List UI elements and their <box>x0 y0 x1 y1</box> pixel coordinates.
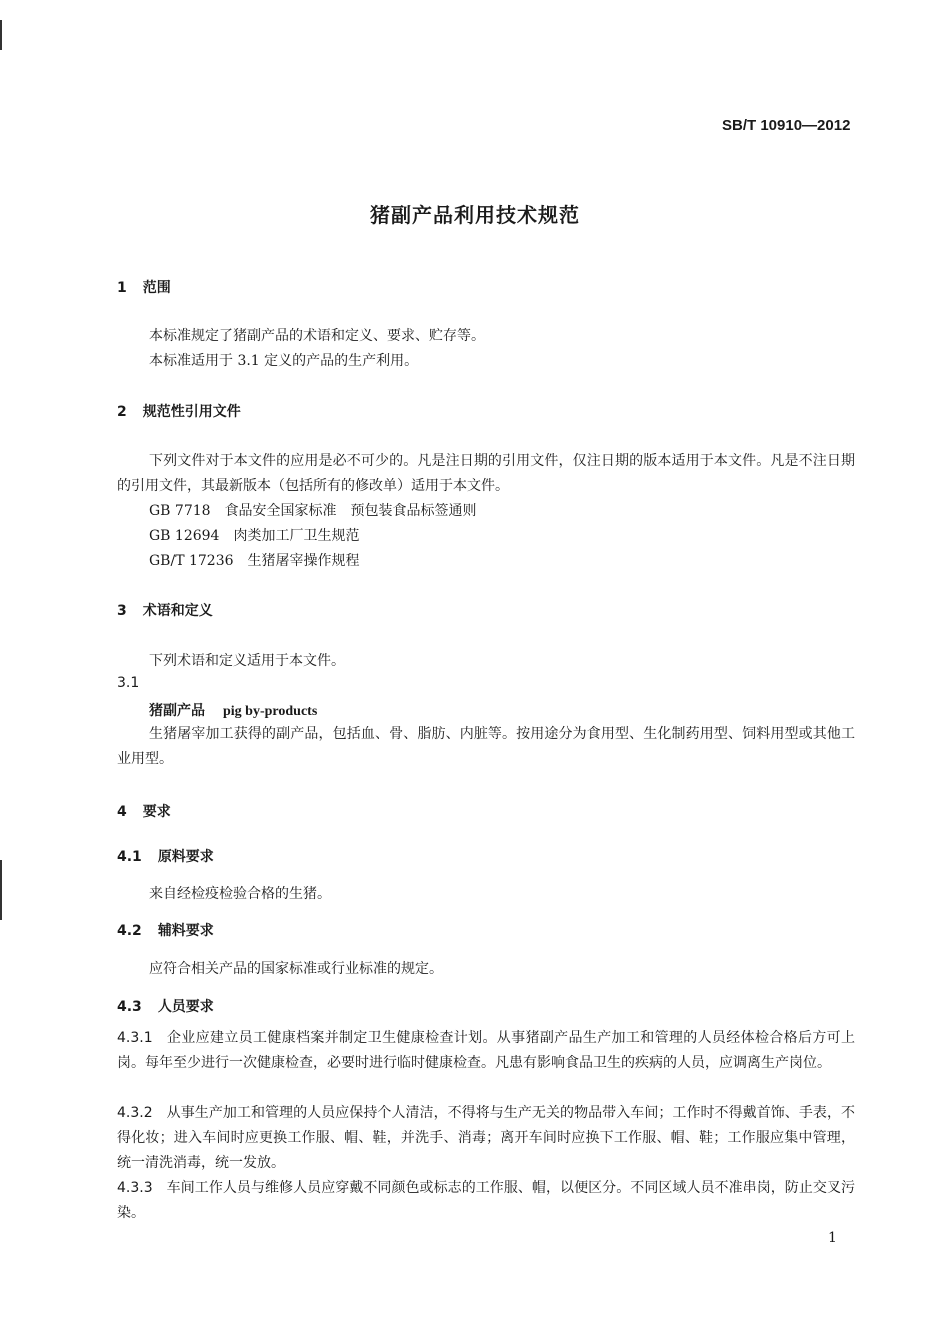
page-number: 1 <box>828 1230 837 1246</box>
section-number: 3 <box>117 603 127 619</box>
subsection-title: 人员要求 <box>157 999 214 1015</box>
clause-item <box>117 1026 855 1076</box>
reference-item <box>149 525 359 545</box>
clause-text: 从事生产加工和管理的人员应保持个人清洁，不得将与生产无关的物品带入车间；工作时不得戴首饰、手表，不得化妆；进入车间时应更换工作服、帽、鞋，并洗手、消毒；离开车间时应换下工作服、帽、鞋；工作服应集中管理，统一清洗消毒，统一发放。 <box>117 1105 855 1171</box>
section-2-paragraph: 下列文件对于本文件的应用是必不可少的。凡是注日期的引用文件，仅注日期的版本适用于本文件。凡是不注日期的引用文件，其最新版本（包括所有的修改单）适用于本文件。 <box>117 453 855 494</box>
section-3-paragraph: 下列术语和定义适用于本文件。 <box>149 653 345 669</box>
clause-number: 4.3.1 <box>117 1030 153 1046</box>
section-3-heading <box>117 600 213 620</box>
section-number: 2 <box>117 404 127 420</box>
clause-text: 企业应建立员工健康档案并制定卫生健康检查计划。从事猪副产品生产加工和管理的人员经体检合格后方可上岗。每年至少进行一次健康检查，必要时进行临时健康检查。凡患有影响食品卫生的疾病的人员，应调离生产岗位。 <box>117 1030 855 1071</box>
subsection-4-1-heading <box>117 846 214 866</box>
term-number: 3.1 <box>117 675 140 691</box>
term-english: pig by-products <box>223 704 318 719</box>
reference-title: 生猪屠宰操作规程 <box>247 553 360 569</box>
scan-edge-mark <box>0 860 2 920</box>
section-1-paragraph: 本标准规定了猪副产品的术语和定义、要求、贮存等。 <box>149 328 485 344</box>
subsection-number: 4.1 <box>117 849 142 865</box>
clause-item <box>117 1101 855 1176</box>
term-definition: 生猪屠宰加工获得的副产品，包括血、骨、脂肪、内脏等。按用途分为食用型、生化制药用型、饲料用型或其他工业用型。 <box>117 726 855 767</box>
section-title: 要求 <box>142 804 171 820</box>
reference-code: GB/T 17236 <box>149 553 234 569</box>
term-chinese: 猪副产品 <box>149 703 205 719</box>
section-title: 规范性引用文件 <box>142 404 241 420</box>
section-4-heading <box>117 801 171 821</box>
subsection-title: 原料要求 <box>157 849 214 865</box>
clause-item <box>117 1176 855 1226</box>
subsection-title: 辅料要求 <box>157 923 214 939</box>
term-heading <box>149 700 317 720</box>
subsection-4-3-heading <box>117 996 214 1016</box>
section-1-paragraph: 本标准适用于 3.1 定义的产品的生产利用。 <box>149 353 419 369</box>
clause-number: 4.3.2 <box>117 1105 153 1121</box>
reference-title: 肉类加工厂卫生规范 <box>233 528 360 544</box>
subsection-4-2-paragraph: 应符合相关产品的国家标准或行业标准的规定。 <box>149 961 443 977</box>
subsection-number: 4.3 <box>117 999 142 1015</box>
clause-number: 4.3.3 <box>117 1180 153 1196</box>
document-title: 猪副产品利用技术规范 <box>370 203 580 227</box>
scan-edge-mark <box>0 20 2 50</box>
reference-title: 食品安全国家标准 预包装食品标签通则 <box>224 503 477 519</box>
subsection-4-1-paragraph: 来自经检疫检验合格的生猪。 <box>149 886 331 902</box>
section-title: 范围 <box>142 280 171 296</box>
standard-number: SB/T 10910—2012 <box>722 117 851 134</box>
reference-code: GB 12694 <box>149 528 220 544</box>
reference-item <box>149 500 477 520</box>
clause-text: 车间工作人员与维修人员应穿戴不同颜色或标志的工作服、帽，以便区分。不同区域人员不准串岗，防止交叉污染。 <box>117 1180 855 1221</box>
section-1-heading <box>117 277 171 297</box>
reference-code: GB 7718 <box>149 503 211 519</box>
section-number: 4 <box>117 804 127 820</box>
subsection-4-2-heading <box>117 920 214 940</box>
section-2-heading <box>117 401 241 421</box>
section-number: 1 <box>117 280 127 296</box>
reference-item <box>149 550 360 570</box>
subsection-number: 4.2 <box>117 923 142 939</box>
section-title: 术语和定义 <box>142 603 213 619</box>
